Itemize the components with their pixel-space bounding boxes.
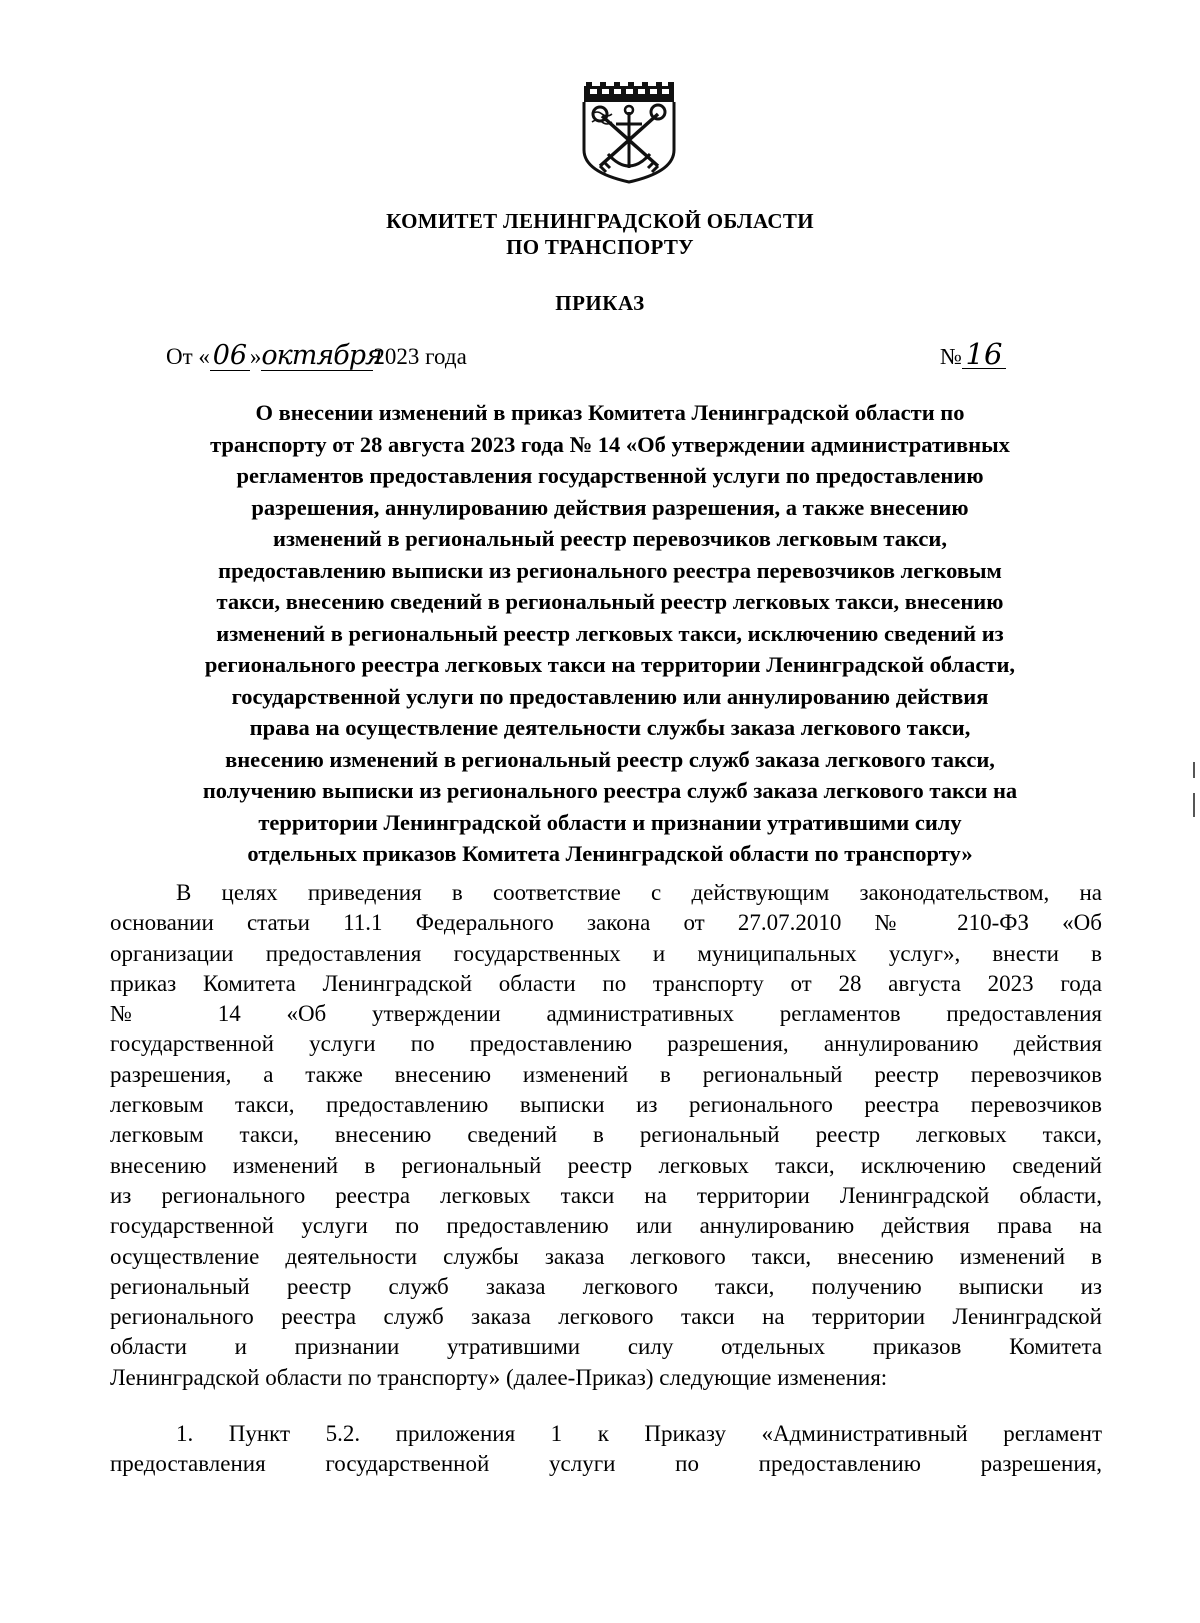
body-line: региональный реестр служб заказа легкового такси, получению выписки из	[110, 1273, 1102, 1299]
body-line: № 14 «Об утверждении административных регламентов предоставления	[110, 1001, 1102, 1027]
body-line: предоставления государственной услуги по предоставлению разрешения,	[110, 1451, 1102, 1477]
title-line: изменений в региональный реестр легковых такси, исключению сведений из	[216, 620, 1004, 646]
document-title	[110, 397, 1110, 870]
body-line: осуществление деятельности службы заказа легкового такси, внесению изменений в	[110, 1243, 1102, 1269]
body-line: организации предоставления государственных и муниципальных услуг», внести в	[110, 940, 1102, 966]
title-line: регионального реестра легковых такси на территории Ленинградской области,	[204, 652, 1016, 677]
title-line: изменений в региональный реестр перевозчиков легковым такси,	[273, 526, 947, 551]
org-line-1: КОМИТЕТ ЛЕНИНГРАДСКОЙ ОБЛАСТИ	[386, 209, 814, 233]
body-line: из регионального реестра легковых такси на территории Ленинградской области,	[110, 1182, 1102, 1208]
date-line	[166, 340, 1066, 380]
date-day: 06	[210, 342, 250, 371]
title-line: территории Ленинградской области и признании утратившими силу	[258, 809, 962, 835]
title-line: такси, внесению сведений в региональный реестр легковых такси, внесению	[216, 589, 1004, 614]
body-line: легковым такси, внесению сведений в региональный реестр легковых такси,	[110, 1122, 1102, 1148]
organization-name	[0, 208, 1200, 260]
document-type: ПРИКАЗ	[555, 291, 645, 315]
document-body	[110, 878, 1102, 1480]
title-line: внесению изменений в региональный реестр служб заказа легкового такси,	[225, 746, 995, 772]
body-line: легковым такси, предоставлению выписки из регионального реестра перевозчиков	[110, 1092, 1102, 1118]
scan-edge-mark	[1193, 793, 1195, 817]
org-line-2: ПО ТРАНСПОРТУ	[506, 235, 694, 259]
body-line: области и признании утратившими силу отдельных приказов Комитета	[110, 1334, 1102, 1360]
order-number	[940, 337, 1006, 374]
body-line: 1. Пункт 5.2. приложения 1 к Приказу «Административный регламент	[176, 1421, 1102, 1447]
title-line: регламентов предоставления государственной услуги по предоставлению	[236, 463, 984, 488]
body-line: Ленинградской области по транспорту» (далее-Приказ) следующие изменения:	[110, 1364, 888, 1390]
title-line: права на осуществление деятельности службы заказа легкового такси,	[249, 715, 971, 740]
title-line: транспорту от 28 августа 2023 года № 14 «Об утверждении административных	[210, 431, 1010, 457]
body-line: государственной услуги по предоставлению разрешения, аннулированию действия	[110, 1031, 1102, 1057]
number-prefix: №	[940, 344, 962, 369]
title-line: отдельных приказов Комитета Ленинградской области по транспорту»	[247, 841, 973, 866]
title-line: О внесении изменений в приказ Комитета Ленинградской области по	[255, 400, 965, 425]
body-line: приказ Комитета Ленинградской области по транспорту от 28 августа 2023 года	[110, 970, 1102, 996]
body-line: В целях приведения в соответствие с действующим законодательством, на	[176, 880, 1102, 905]
body-line: разрешения, а также внесению изменений в региональный реестр перевозчиков	[110, 1061, 1102, 1087]
date-prefix: От «	[166, 344, 210, 369]
scan-edge-mark	[1193, 762, 1195, 778]
number-value: 16	[962, 340, 1006, 369]
date-separator: »	[249, 344, 262, 369]
date-year: 2023 года	[373, 344, 467, 369]
title-line: разрешения, аннулированию действия разрешения, а также внесению	[251, 494, 969, 520]
coat-of-arms-icon	[580, 80, 678, 184]
body-line: государственной услуги по предоставлению или аннулированию действия права на	[110, 1213, 1102, 1239]
title-line: государственной услуги по предоставлению или аннулированию действия	[231, 683, 989, 709]
body-line: внесению изменений в региональный реестр легковых такси, исключению сведений	[110, 1152, 1102, 1178]
paragraph-gap	[110, 1393, 1102, 1419]
date-month: октября	[261, 340, 382, 371]
body-line: основании статьи 11.1 Федерального закона от 27.07.2010 № 210-ФЗ «Об	[110, 910, 1102, 936]
title-line: предоставлению выписки из регионального реестра перевозчиков легковым	[218, 557, 1002, 583]
title-line: получению выписки из регионального реестра служб заказа легкового такси на	[202, 778, 1018, 803]
body-line: регионального реестра служб заказа легкового такси на территории Ленинградской	[110, 1304, 1102, 1330]
